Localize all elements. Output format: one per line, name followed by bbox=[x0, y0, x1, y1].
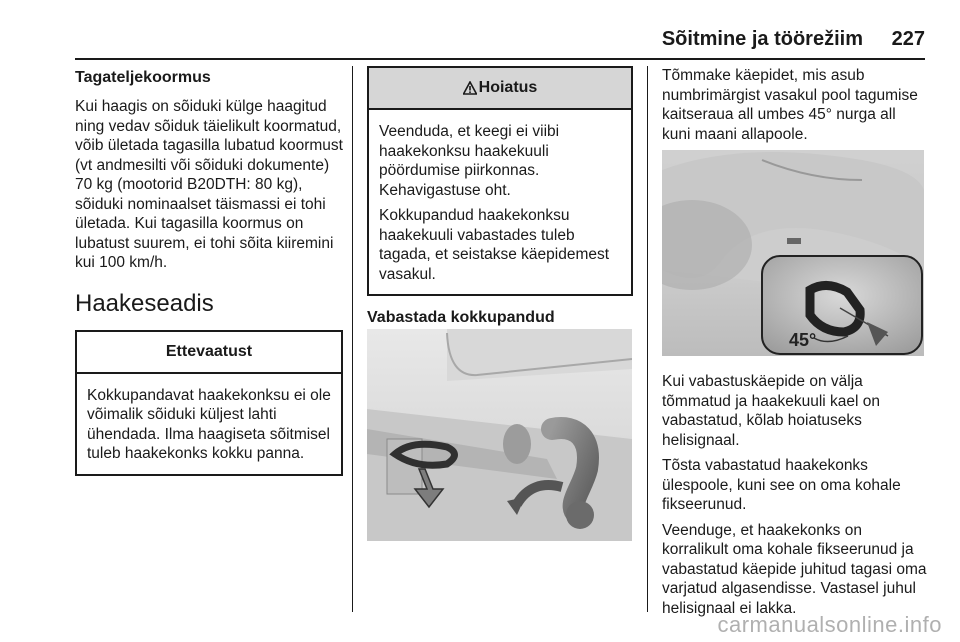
page-header bbox=[75, 22, 925, 60]
column-divider bbox=[647, 66, 648, 612]
warning-triangle-icon bbox=[463, 81, 477, 95]
page-title: Sõitmine ja töörežiim bbox=[661, 28, 863, 50]
warning-text-2: Kokkupandud haakekonksu haakekuuli vabastades tuleb tagada, et seistakse käepidemest vasakul. bbox=[379, 207, 610, 283]
column-3 bbox=[662, 66, 928, 144]
warning-header bbox=[369, 68, 631, 110]
instruction-verify-lock: Veenduge, et haakekonks on korralikult oma kohale fikseerunud ja vabastatud käepide juhitud tagasi oma varjatud algasendisse. Vastasel juhul helisignaal ei lakka. bbox=[662, 521, 927, 617]
section-title-towing: Haakeseadis bbox=[75, 289, 214, 317]
towbar-release-photo bbox=[367, 329, 632, 541]
instruction-signal: Kui vabastuskäepide on välja tõmmatud ja haakekuuli kael on vabastatud, kõlab hoiatuseks helisignaal. bbox=[662, 373, 880, 449]
warning-box bbox=[367, 66, 633, 296]
section-heading-axle-load: Tagateljekoormus bbox=[75, 69, 211, 86]
caution-box bbox=[75, 330, 343, 476]
instruction-raise-hook: Tõsta vabastatud haakekonks ülespoole, kuni see on oma kohale fikseerunud. bbox=[662, 457, 901, 513]
caution-title: Ettevaatust bbox=[77, 332, 341, 374]
column-1 bbox=[75, 66, 343, 476]
column-2 bbox=[367, 66, 633, 346]
angle-label: 45° bbox=[789, 330, 817, 350]
caution-text: Kokkupandavat haakekonksu ei ole võimalik sõiduki küljest lahti ühendada. Ilma haagiseta sõitmisel tuleb haakekonks kokku panna. bbox=[87, 386, 331, 462]
axle-load-paragraph: Kui haagis on sõiduki külge haagitud ning vedav sõiduk täielikult koormatud, võib ületada tagasilla lubatud koormust (vt andmesilti või sõiduki dokumente) 70 kg (mootorid B20DTH: 80 kg), sõiduki nominaalset täismassi ei tohi ületada. Kui tagasilla koormus on lubatust suurem, ei tohi sõita kiiremini kui 100 km/h. bbox=[75, 98, 343, 271]
instruction-pull-handle: Tõmmake käepidet, mis asub numbrimärgist vasakul pool tagumise kaitseraua all umbes 45° nurga all kuni maani allapoole. bbox=[662, 67, 918, 143]
column-3-lower bbox=[662, 372, 928, 618]
warning-title: Hoiatus bbox=[478, 79, 538, 96]
column-divider bbox=[352, 66, 353, 612]
handle-pull-photo bbox=[662, 150, 924, 356]
warning-text-1: Veenduda, et keegi ei viibi haakekonksu haakekuuli pöördumise piirkonnas. Kehavigastuse oht. bbox=[379, 123, 560, 199]
page-number: 227 bbox=[891, 28, 925, 50]
watermark: carmanualsonline.info bbox=[717, 612, 942, 637]
section-heading-release: Vabastada kokkupandud bbox=[367, 309, 555, 326]
